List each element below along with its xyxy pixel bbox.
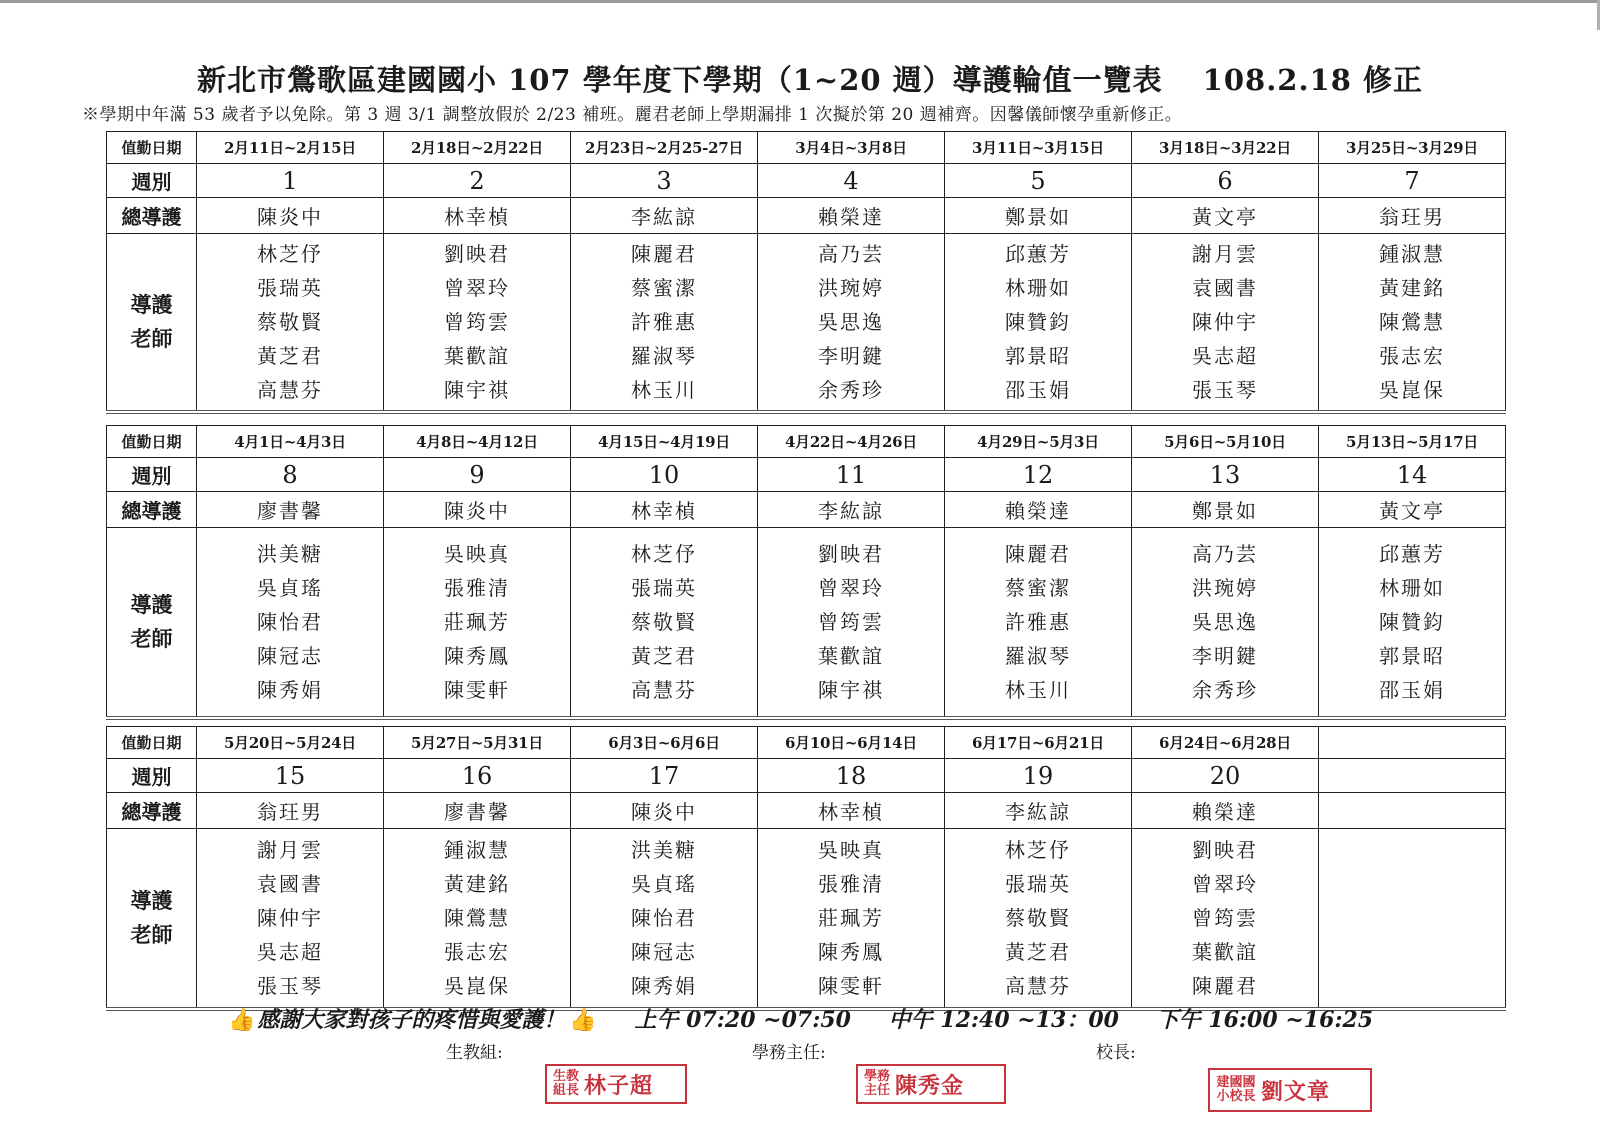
week-number: 10 xyxy=(571,458,758,492)
teacher-name: 吳貞瑤 xyxy=(257,575,323,600)
stamp-3-title: 建國國小校長 xyxy=(1216,1075,1256,1104)
teacher-name: 林珊如 xyxy=(1005,275,1071,300)
teacher-name: 陳秀娟 xyxy=(257,677,323,702)
teacher-list xyxy=(758,829,945,1009)
teacher-name: 陳秀鳳 xyxy=(444,643,510,668)
teacher-list xyxy=(758,528,945,718)
week-number: 17 xyxy=(571,759,758,793)
row-label-teachers-2: 老師 xyxy=(130,326,173,351)
row-week xyxy=(107,759,1506,793)
chief-guard: 林幸楨 xyxy=(384,198,571,234)
stamp-3-name: 劉文章 xyxy=(1261,1078,1331,1105)
chief-guard: 賴榮達 xyxy=(945,492,1132,528)
teacher-list xyxy=(945,234,1132,412)
chief-guard: 黃文亭 xyxy=(1132,198,1319,234)
week-number: 13 xyxy=(1132,458,1319,492)
teacher-name: 蔡敬賢 xyxy=(1005,905,1071,930)
revision-text: 108.2.18 修正 xyxy=(1202,63,1424,97)
teacher-name: 郭景昭 xyxy=(1379,643,1445,668)
duty-date: 5月13日~5月17日 xyxy=(1319,426,1506,458)
stamp-3 xyxy=(1208,1068,1372,1112)
notice-text: ※學期中年滿 53 歲者予以免除。第 3 週 3/1 調整放假於 2/23 補班。麗君老師上學期漏排 1 次擬於第 20 週補齊。因馨儀師懷孕重新修正。 xyxy=(82,105,1183,125)
duty-date: 5月27日~5月31日 xyxy=(384,727,571,759)
teacher-name: 吳映真 xyxy=(818,837,884,862)
teacher-name: 林芝伃 xyxy=(631,541,697,566)
teacher-name: 陳雯軒 xyxy=(818,973,884,998)
week-number: 18 xyxy=(758,759,945,793)
teacher-name xyxy=(1319,969,1505,1003)
teacher-list xyxy=(1132,234,1319,412)
teacher-name: 葉歡誼 xyxy=(818,643,884,668)
teacher-name: 曾筠雲 xyxy=(444,309,510,334)
teacher-name: 郭景昭 xyxy=(1005,343,1071,368)
teacher-name: 高慧芬 xyxy=(1005,973,1071,998)
teacher-name: 陳冠志 xyxy=(257,643,323,668)
chief-guard: 陳炎中 xyxy=(384,492,571,528)
teacher-name: 吳映真 xyxy=(444,541,510,566)
week-number: 4 xyxy=(758,164,945,198)
teacher-name: 陳贊鈞 xyxy=(1379,609,1445,634)
teacher-name: 張瑞英 xyxy=(1005,871,1071,896)
teacher-name: 陳鶯慧 xyxy=(1379,309,1445,334)
duty-date: 3月4日~3月8日 xyxy=(758,132,945,164)
week-number: 11 xyxy=(758,458,945,492)
teacher-name: 陳秀娟 xyxy=(631,973,697,998)
morning-time: 上午 07:20 ~07:50 xyxy=(634,1007,851,1033)
chief-guard: 翁玨男 xyxy=(197,793,384,829)
teacher-name: 高乃芸 xyxy=(818,241,884,266)
teacher-name: 張雅清 xyxy=(818,871,884,896)
row-label-teachers xyxy=(107,829,197,1009)
teacher-name: 李明鍵 xyxy=(818,343,884,368)
duty-date: 6月3日~6月6日 xyxy=(571,727,758,759)
row-chief xyxy=(107,492,1506,528)
row-teachers xyxy=(107,528,1506,718)
chief-guard: 李紘諒 xyxy=(945,793,1132,829)
noon-time: 中午 12:40 ~13：00 xyxy=(888,1007,1119,1033)
teacher-name: 莊珮芳 xyxy=(818,905,884,930)
week-number: 14 xyxy=(1319,458,1506,492)
week-number: 9 xyxy=(384,458,571,492)
teacher-name: 洪琬婷 xyxy=(818,275,884,300)
row-label-week: 週別 xyxy=(107,759,197,793)
teacher-name: 許雅惠 xyxy=(631,309,697,334)
teacher-name: 邵玉娟 xyxy=(1005,377,1071,402)
teacher-name: 高慧芬 xyxy=(257,377,323,402)
teacher-list xyxy=(571,528,758,718)
teacher-name: 蔡敬賢 xyxy=(257,309,323,334)
teacher-list xyxy=(1319,528,1506,718)
row-label-week: 週別 xyxy=(107,164,197,198)
teacher-name: 李明鍵 xyxy=(1192,643,1258,668)
teacher-name: 蔡敬賢 xyxy=(631,609,697,634)
week-number: 12 xyxy=(945,458,1132,492)
teacher-name: 黃芝君 xyxy=(631,643,697,668)
chief-guard: 翁玨男 xyxy=(1319,198,1506,234)
teacher-list xyxy=(758,234,945,412)
teacher-name: 許雅惠 xyxy=(1005,609,1071,634)
teacher-name: 葉歡誼 xyxy=(1192,939,1258,964)
chief-guard: 林幸楨 xyxy=(758,793,945,829)
teacher-name xyxy=(1319,935,1505,969)
teacher-name: 陳仲宇 xyxy=(257,905,323,930)
row-chief xyxy=(107,793,1506,829)
teacher-list xyxy=(384,528,571,718)
row-label-teachers-1: 導護 xyxy=(130,888,173,913)
schedule-block-1 xyxy=(106,131,1506,414)
duty-date: 5月6日~5月10日 xyxy=(1132,426,1319,458)
teacher-list xyxy=(197,829,384,1009)
week-number: 6 xyxy=(1132,164,1319,198)
signature-label-1: 生教組: xyxy=(446,1043,503,1063)
week-number: 5 xyxy=(945,164,1132,198)
duty-date: 2月11日~2月15日 xyxy=(197,132,384,164)
teacher-name: 陳贊鈞 xyxy=(1005,309,1071,334)
week-number: 8 xyxy=(197,458,384,492)
teacher-name: 林玉川 xyxy=(1005,677,1071,702)
week-number: 1 xyxy=(197,164,384,198)
teacher-name: 陳麗君 xyxy=(1192,973,1258,998)
teacher-name: 林玉川 xyxy=(631,377,697,402)
chief-guard: 鄭景如 xyxy=(945,198,1132,234)
duty-date: 3月18日~3月22日 xyxy=(1132,132,1319,164)
teacher-name: 蔡蜜潔 xyxy=(631,275,697,300)
row-date xyxy=(107,426,1506,458)
teacher-name: 林珊如 xyxy=(1379,575,1445,600)
duty-date: 3月25日~3月29日 xyxy=(1319,132,1506,164)
teacher-name: 吳崑保 xyxy=(444,973,510,998)
teacher-list xyxy=(197,234,384,412)
teacher-name: 吳崑保 xyxy=(1379,377,1445,402)
duty-date: 5月20日~5月24日 xyxy=(197,727,384,759)
teacher-name xyxy=(1319,901,1505,935)
teacher-name: 謝月雲 xyxy=(1192,241,1258,266)
row-week xyxy=(107,164,1506,198)
stamp-1-title: 生教組長 xyxy=(552,1069,579,1098)
duty-date: 6月17日~6月21日 xyxy=(945,727,1132,759)
teacher-name: 吳思逸 xyxy=(818,309,884,334)
teacher-name: 謝月雲 xyxy=(257,837,323,862)
chief-guard: 陳炎中 xyxy=(571,793,758,829)
teacher-list xyxy=(1132,829,1319,1009)
week-number: 20 xyxy=(1132,759,1319,793)
teacher-name: 余秀珍 xyxy=(818,377,884,402)
thumbs-up-icon-2: 👍 xyxy=(569,1007,597,1033)
stamp-2 xyxy=(856,1064,1006,1104)
title-text: 新北市鶯歌區建國國小 107 學年度下學期（1~20 週）導護輪值一覽表 xyxy=(196,63,1163,97)
teacher-name xyxy=(1319,833,1505,867)
teacher-name: 黃建銘 xyxy=(444,871,510,896)
duty-date: 4月22日~4月26日 xyxy=(758,426,945,458)
teacher-name: 曾翠玲 xyxy=(444,275,510,300)
teacher-name: 林芝伃 xyxy=(257,241,323,266)
duty-date: 4月1日~4月3日 xyxy=(197,426,384,458)
stamp-1 xyxy=(545,1064,687,1104)
teacher-name: 高慧芬 xyxy=(631,677,697,702)
chief-guard: 廖書馨 xyxy=(197,492,384,528)
teacher-name: 陳冠志 xyxy=(631,939,697,964)
row-label-date: 值勤日期 xyxy=(107,426,197,458)
teacher-name: 邱蕙芳 xyxy=(1379,541,1445,566)
teacher-name: 張雅清 xyxy=(444,575,510,600)
teacher-name: 鍾淑慧 xyxy=(444,837,510,862)
teacher-name: 羅淑琴 xyxy=(1005,643,1071,668)
teacher-name: 蔡蜜潔 xyxy=(1005,575,1071,600)
teacher-name: 張志宏 xyxy=(444,939,510,964)
chief-guard: 陳炎中 xyxy=(197,198,384,234)
week-number: 15 xyxy=(197,759,384,793)
teacher-name: 張瑞英 xyxy=(257,275,323,300)
chief-guard xyxy=(1319,793,1506,829)
row-label-chief: 總導護 xyxy=(107,492,197,528)
scan-edge xyxy=(0,0,1600,3)
stamp-2-name: 陳秀金 xyxy=(895,1072,965,1099)
teacher-name: 吳思逸 xyxy=(1192,609,1258,634)
teacher-list xyxy=(1319,234,1506,412)
teacher-name: 洪美糖 xyxy=(257,541,323,566)
teacher-name: 曾筠雲 xyxy=(818,609,884,634)
thumbs-up-icon: 👍 xyxy=(228,1007,256,1033)
row-label-chief: 總導護 xyxy=(107,793,197,829)
afternoon-time: 下午 16:00 ~16:25 xyxy=(1156,1007,1374,1033)
teacher-list xyxy=(1319,829,1506,1009)
teacher-name: 高乃芸 xyxy=(1192,541,1258,566)
signature-label-2: 學務主任: xyxy=(752,1043,826,1063)
teacher-list xyxy=(945,528,1132,718)
teacher-name: 劉映君 xyxy=(1192,837,1258,862)
schedule-block-2 xyxy=(106,425,1506,720)
teacher-name: 洪琬婷 xyxy=(1192,575,1258,600)
teacher-name: 陳麗君 xyxy=(1005,541,1071,566)
teacher-name: 袁國書 xyxy=(1192,275,1258,300)
duty-date: 6月10日~6月14日 xyxy=(758,727,945,759)
teacher-name: 陳宇祺 xyxy=(444,377,510,402)
row-label-date: 值勤日期 xyxy=(107,727,197,759)
footer-line xyxy=(228,1003,1403,1034)
row-label-teachers xyxy=(107,234,197,412)
teacher-name: 吳貞瑤 xyxy=(631,871,697,896)
week-number: 2 xyxy=(384,164,571,198)
duty-date: 4月15日~4月19日 xyxy=(571,426,758,458)
row-date xyxy=(107,727,1506,759)
duty-date: 6月24日~6月28日 xyxy=(1132,727,1319,759)
row-label-teachers-2: 老師 xyxy=(130,922,173,947)
teacher-name: 曾翠玲 xyxy=(818,575,884,600)
teacher-name: 莊珮芳 xyxy=(444,609,510,634)
teacher-name: 陳仲宇 xyxy=(1192,309,1258,334)
teacher-name: 張瑞英 xyxy=(631,575,697,600)
chief-guard: 林幸楨 xyxy=(571,492,758,528)
row-label-date: 值勤日期 xyxy=(107,132,197,164)
week-number: 16 xyxy=(384,759,571,793)
teacher-name: 林芝伃 xyxy=(1005,837,1071,862)
teacher-name: 陳怡君 xyxy=(631,905,697,930)
duty-date: 4月29日~5月3日 xyxy=(945,426,1132,458)
teacher-list xyxy=(1132,528,1319,718)
signature-label-3: 校長: xyxy=(1096,1043,1136,1063)
schedule-block-3 xyxy=(106,726,1506,1011)
stamp-1-name: 林子超 xyxy=(584,1072,654,1099)
teacher-name: 洪美糖 xyxy=(631,837,697,862)
row-label-chief: 總導護 xyxy=(107,198,197,234)
teacher-list xyxy=(945,829,1132,1009)
teacher-name: 吳志超 xyxy=(257,939,323,964)
chief-guard: 李紘諒 xyxy=(571,198,758,234)
teacher-list xyxy=(571,234,758,412)
row-label-teachers-2: 老師 xyxy=(130,626,173,651)
teacher-name: 余秀珍 xyxy=(1192,677,1258,702)
duty-date: 3月11日~3月15日 xyxy=(945,132,1132,164)
teacher-list xyxy=(384,234,571,412)
chief-guard: 賴榮達 xyxy=(758,198,945,234)
teacher-list xyxy=(197,528,384,718)
chief-guard: 李紘諒 xyxy=(758,492,945,528)
teacher-name: 陳秀鳳 xyxy=(818,939,884,964)
teacher-name: 黃芝君 xyxy=(1005,939,1071,964)
row-label-teachers-1: 導護 xyxy=(130,592,173,617)
week-number: 7 xyxy=(1319,164,1506,198)
teacher-list xyxy=(571,829,758,1009)
teacher-name: 張玉琴 xyxy=(257,973,323,998)
row-chief xyxy=(107,198,1506,234)
teacher-name: 吳志超 xyxy=(1192,343,1258,368)
row-teachers xyxy=(107,234,1506,412)
row-label-week: 週別 xyxy=(107,458,197,492)
row-label-teachers-1: 導護 xyxy=(130,292,173,317)
thanks-text: 感謝大家對孩子的疼惜與愛護！ xyxy=(257,1007,566,1033)
teacher-name xyxy=(1319,867,1505,901)
chief-guard: 鄭景如 xyxy=(1132,492,1319,528)
teacher-name: 劉映君 xyxy=(444,241,510,266)
teacher-name: 陳鶯慧 xyxy=(444,905,510,930)
week-number xyxy=(1319,759,1506,793)
teacher-name: 葉歡誼 xyxy=(444,343,510,368)
teacher-name: 陳怡君 xyxy=(257,609,323,634)
teacher-name: 邵玉娟 xyxy=(1379,677,1445,702)
duty-date: 2月18日~2月22日 xyxy=(384,132,571,164)
teacher-name: 黃芝君 xyxy=(257,343,323,368)
duty-date: 4月8日~4月12日 xyxy=(384,426,571,458)
stamp-2-title: 學務主任 xyxy=(863,1069,890,1098)
teacher-name: 陳雯軒 xyxy=(444,677,510,702)
chief-guard: 賴榮達 xyxy=(1132,793,1319,829)
teacher-name: 鍾淑慧 xyxy=(1379,241,1445,266)
teacher-name: 羅淑琴 xyxy=(631,343,697,368)
page-title xyxy=(60,58,1560,99)
teacher-name: 劉映君 xyxy=(818,541,884,566)
teacher-name: 袁國書 xyxy=(257,871,323,896)
teacher-name: 陳宇祺 xyxy=(818,677,884,702)
teacher-name: 黃建銘 xyxy=(1379,275,1445,300)
week-number: 3 xyxy=(571,164,758,198)
duty-date: 2月23日~2月25-27日 xyxy=(571,132,758,164)
row-week xyxy=(107,458,1506,492)
chief-guard: 廖書馨 xyxy=(384,793,571,829)
chief-guard: 黃文亭 xyxy=(1319,492,1506,528)
teacher-name: 曾翠玲 xyxy=(1192,871,1258,896)
duty-date xyxy=(1319,727,1506,759)
week-number: 19 xyxy=(945,759,1132,793)
teacher-name: 曾筠雲 xyxy=(1192,905,1258,930)
row-label-teachers xyxy=(107,528,197,718)
row-date xyxy=(107,132,1506,164)
teacher-name: 張玉琴 xyxy=(1192,377,1258,402)
teacher-list xyxy=(384,829,571,1009)
teacher-name: 邱蕙芳 xyxy=(1005,241,1071,266)
teacher-name: 張志宏 xyxy=(1379,343,1445,368)
teacher-name: 陳麗君 xyxy=(631,241,697,266)
row-teachers xyxy=(107,829,1506,1009)
